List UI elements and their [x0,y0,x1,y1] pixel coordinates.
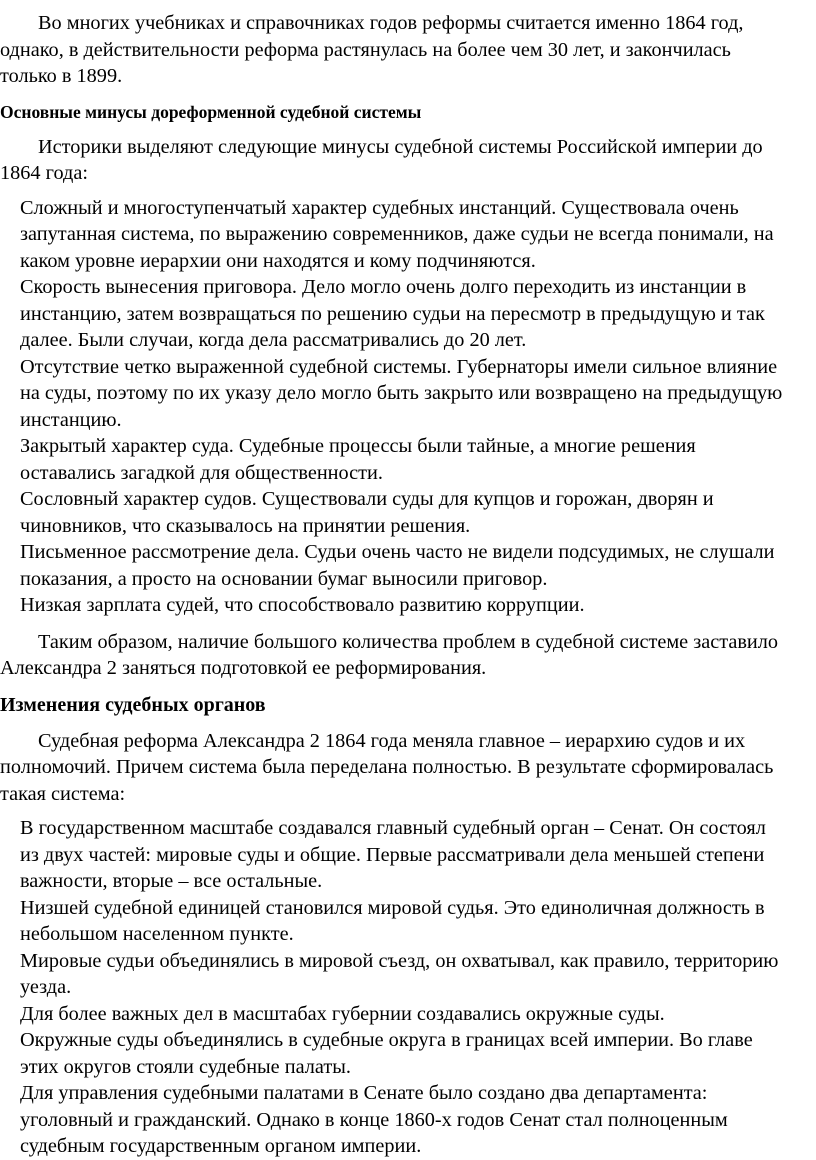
list-item: В государственном масштабе создавался главный судебный орган – Сенат. Он состоял из двух частей: мировые суды и общие. Первые рассматривали дела меньшей степени важности, вторые – все остальные. [20,817,766,892]
changes-list [0,815,804,1160]
drawbacks-lead-paragraph: Историки выделяют следующие минусы судебной системы Российской империи до 1864 года: [0,135,763,184]
section-heading-changes: Изменения судебных органов [0,693,266,716]
list-item: Закрытый характер суда. Судебные процессы были тайные, а многие решения оставались загадкой для общественности. [20,435,696,484]
section-heading-drawbacks: Основные минусы дореформенной судебной системы [0,101,422,122]
list-item: Мировые судьи объединялись в мировой съезд, он охватывал, как правило, территорию уезда. [20,949,779,998]
list-item: Отсутствие четко выраженной судебной системы. Губернаторы имели сильное влияние на суды, поэтому по их указу дело могло быть закрыто или возвращено на предыдущую инстанцию. [20,355,783,431]
changes-lead-paragraph: Судебная реформа Александра 2 1864 года меняла главное – иерархию судов и их полномочий. Причем система была переделана полностью. В результате сформировалась такая система: [0,729,774,805]
list-item: Сложный и многоступенчатый характер судебных инстанций. Существовала очень запутанная система, по выражению современников, даже судьи не всегда понимали, на каком уровне иерархии они находятся и кому подчиняются. [20,196,774,272]
intro-paragraph: Во многих учебниках и справочниках годов реформы считается именно 1864 год, однако, в действительности реформа растянулась на более чем 30 лет, и закончилась только в 1899. [0,12,744,87]
list-item: Низкая зарплата судей, что способствовало развитию коррупции. [20,594,585,616]
list-item: Для более важных дел в масштабах губернии создавались окружные суды. [20,1002,665,1025]
list-item: Письменное рассмотрение дела. Судьи очень часто не видели подсудимых, не слушали показания, а просто на основании бумаг выносили приговор. [20,541,775,590]
list-item: Для управления судебными палатами в Сенате было создано два департамента: уголовный и гражданский. Однако в конце 1860-х годов Сенат стал полноценным судебным государственным органом империи. [20,1082,728,1157]
list-item: Скорость вынесения приговора. Дело могло очень долго переходить из инстанции в инстанцию, затем возвращаться по решению судьи на пересмотр в предыдущую и так далее. Были случаи, когда дела рассматривались до 20 лет. [20,276,765,351]
list-item: Сословный характер судов. Существовали суды для купцов и горожан, дворян и чиновников, что сказывалось на принятии решения. [20,488,714,537]
list-item: Окружные суды объединялись в судебные округа в границах всей империи. Во главе этих округов стояли судебные палаты. [20,1029,753,1078]
list-item: Низшей судебной единицей становился мировой судья. Это единоличная должность в небольшом населенном пункте. [20,896,765,945]
drawbacks-conclusion-paragraph: Таким образом, наличие большого количества проблем в судебной системе заставило Александра 2 заняться подготовкой ее реформирования. [0,630,779,679]
drawbacks-list [0,195,804,619]
